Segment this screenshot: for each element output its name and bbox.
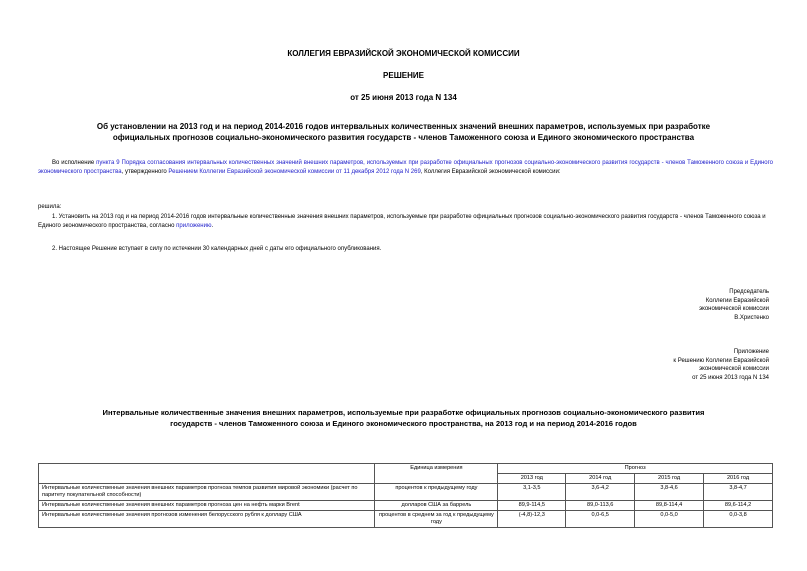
signature-line2: Коллегии Евразийской [705,297,769,304]
item-1 [38,213,773,230]
row-value: 0,0-3,8 [704,511,773,528]
appendix-title-line2: государств - членов Таможенного союза и Единого экономического пространства, на 2013 год и на период 2014-2016 годов [170,419,637,428]
header-year: 2016 год [704,474,773,484]
document-date: от 25 июня 2013 года N 134 [350,93,457,102]
signature-block [520,288,769,322]
row-value: 89,8-114,4 [635,501,704,511]
row-value: (-4,8)-12,3 [498,511,566,528]
table-row [39,511,773,528]
appendix-reference [520,348,769,382]
row-parameter: Интервальные количественные значения внешних параметров прогноза цен на нефть марки Brent [39,501,375,511]
row-value: 3,8-4,6 [635,484,704,501]
issuing-body: КОЛЛЕГИЯ ЕВРАЗИЙСКОЙ ЭКОНОМИЧЕСКОЙ КОМИССИИ [287,49,520,58]
row-value: 3,8-4,7 [704,484,773,501]
appendix-ref-line4: от 25 июня 2013 года N 134 [692,374,769,381]
header-year: 2014 год [566,474,635,484]
signature-name: В.Христенко [734,314,769,321]
preamble-mid: , утвержденного [121,168,169,175]
document-title-line2: официальных прогнозов социально-экономического развития государств - членов Таможенного союза и Единого экономического пространства [112,133,695,142]
row-value: 89,9-114,5 [498,501,566,511]
appendix-ref-line1: Приложение [733,349,769,355]
row-value: 89,0-113,6 [566,501,635,511]
table-row [39,501,773,511]
row-unit: долларов США за баррель [375,501,498,511]
link-procedure-point-9[interactable]: пункта 9 Порядка согласования интервальных количественных значений внешних параметров, используемых при разработке официальных прогнозов социально-экономического развития государств - членов Таможенного союза и Единого экономического пространства [38,160,773,175]
item-1-text: 1. Установить на 2013 год и на период 2014-2016 годов интервальные количественные значения внешних параметров, используемые при разработке официальных прогнозов социально-экономического развития государств - членов Таможенного союза и Единого экономического пространства, согласно [38,214,766,229]
signature-line3: экономической комиссии [699,306,769,312]
appendix-ref-line3: экономической комиссии [699,366,769,372]
header-forecast: Прогноз [498,464,773,474]
row-value: 3,1-3,5 [498,484,566,501]
appendix-title-line1: Интервальные количественные значения внешних параметров, используемые при разработке официальных прогнозов социально-экономического развития [102,408,705,417]
header-empty-cell [39,464,375,484]
table-header-row-1 [39,464,773,474]
row-unit: процентов к предыдущему году [375,484,498,501]
row-value: 0,0-5,0 [635,511,704,528]
preamble-end: , Коллегия Евразийской экономической комиссии: [420,168,561,175]
document-title-line1: Об установлении на 2013 год и на период 2014-2016 годов интервальных количественных значений внешних параметров, используемых при разработке [96,122,711,131]
link-decision-269[interactable]: Решением Коллегии Евразийской экономической комиссии от 11 декабря 2012 года N 269 [168,168,421,175]
item-2: 2. Настоящее Решение вступает в силу по истечении 30 календарных дней с даты его официального опубликования. [52,246,382,252]
header-year: 2013 год [498,474,566,484]
parameters-table [38,463,773,528]
table-row [39,484,773,501]
link-appendix[interactable]: приложению [176,222,212,229]
preamble [38,159,773,176]
row-value: 3,6-4,2 [566,484,635,501]
row-parameter: Интервальные количественные значения внешних параметров прогноза темпов развития мировой экономики (расчет по паритету покупательной способности) [39,484,375,501]
resolved-label: решила: [38,204,62,210]
appendix-ref-line2: к Решению Коллегии Евразийской [673,357,769,364]
signature-line1: Председатель [729,289,769,295]
document-type: РЕШЕНИЕ [383,71,424,80]
header-year: 2015 год [635,474,704,484]
row-value: 89,6-114,2 [704,501,773,511]
header-unit: Единица измерения [375,464,498,484]
preamble-start: Во исполнение [52,160,97,166]
row-value: 0,0-6,5 [566,511,635,528]
row-unit: процентов в среднем за год к предыдущему году [375,511,498,528]
item-1-end: . [211,222,214,229]
row-parameter: Интервальные количественные значения прогнозов изменения белорусского рубля к доллару США [39,511,375,528]
